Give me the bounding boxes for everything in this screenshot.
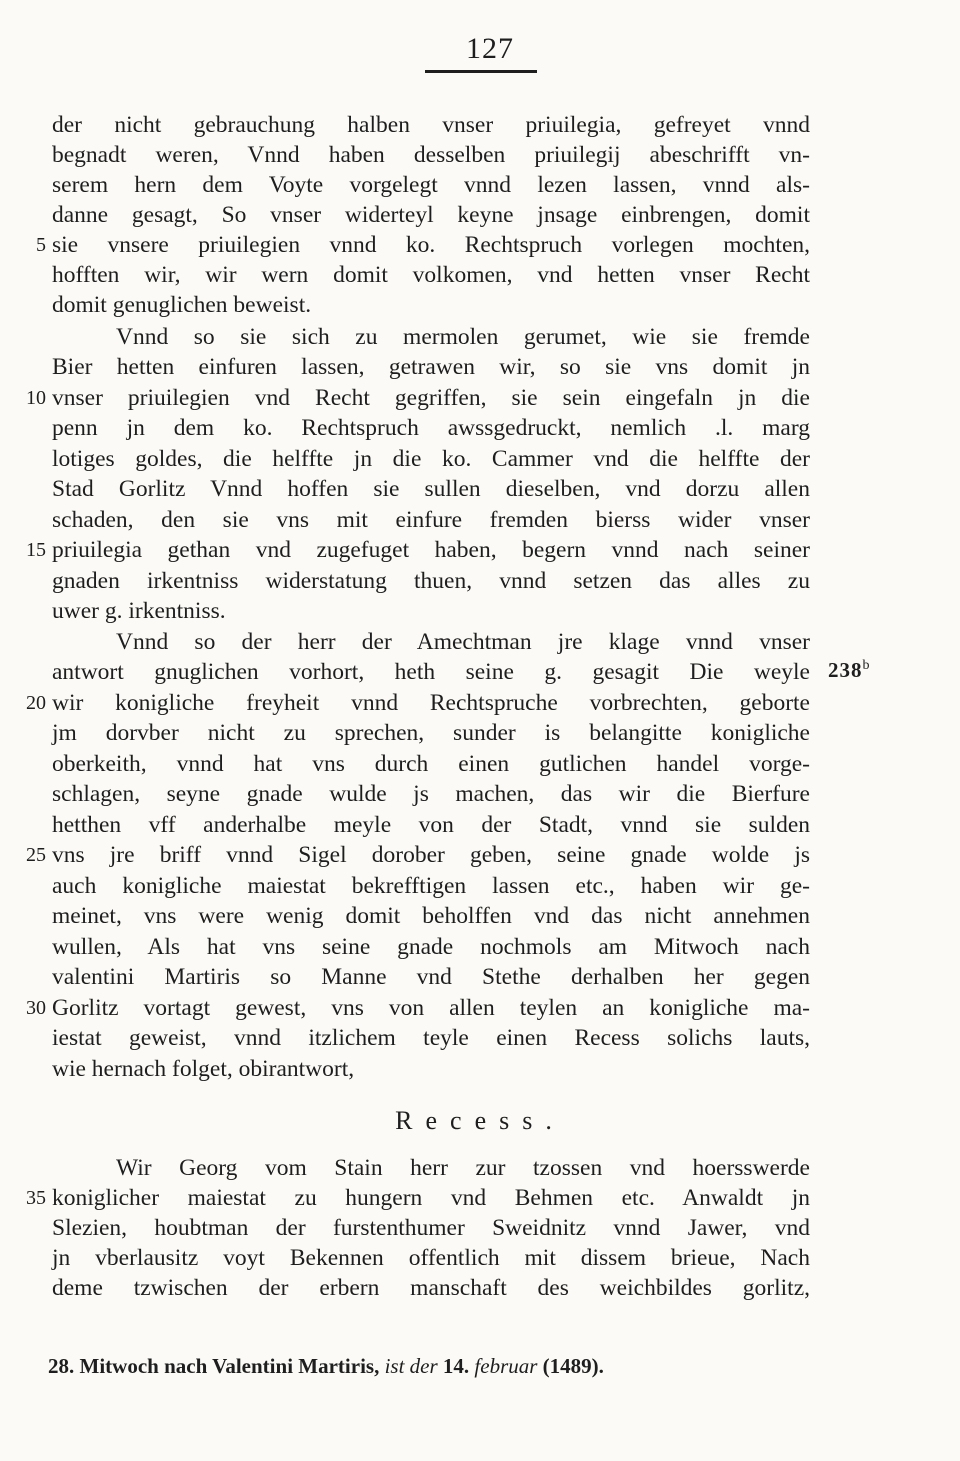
text-line: penn jn dem ko. Rechtspruch awssgedruckt, nemlich .l. marg xyxy=(52,415,810,441)
footnote-year: (1489). xyxy=(542,1354,604,1378)
text-line: auch konigliche maiestat bekrefftigen lassen etc., haben wir ge- xyxy=(52,873,810,899)
margin-note-suffix: b xyxy=(862,658,871,673)
footnote-day: 14. xyxy=(442,1354,470,1378)
text-line: der nicht gebrauchung halben vnser priuilegia, gefreyet vnnd xyxy=(52,112,810,138)
line-number: 35 xyxy=(26,1187,46,1209)
footnote-italic-2: februar xyxy=(474,1354,538,1378)
text-line: vns jre briff vnnd Sigel dorober geben, seine gnade wolde js xyxy=(52,842,810,868)
text-line: wir konigliche freyheit vnnd Rechtspruche vorbrechten, geborte xyxy=(52,690,810,716)
line-number: 30 xyxy=(26,997,46,1019)
text-line: Stad Gorlitz Vnnd hoffen sie sullen dieselben, vnd dorzu allen xyxy=(52,476,810,502)
text-line: meinet, vns were wenig domit beholffen vnd das nicht annehmen xyxy=(52,903,810,929)
text-line: sie vnsere priuilegien vnnd ko. Rechtspruch vorlegen mochten, xyxy=(52,232,810,258)
text-line: serem hern dem Voyte vorgelegt vnnd lezen lassen, vnnd als- xyxy=(52,172,810,198)
text-line: Bier hetten einfuren lassen, getrawen wir, so sie vns domit jn xyxy=(52,354,810,380)
text-line: schlagen, seyne gnade wulde js machen, das wir die Bierfure xyxy=(52,781,810,807)
recess-line: deme tzwischen der erbern manschaft des weichbildes gorlitz, xyxy=(52,1275,810,1301)
recess-line: jn vberlausitz voyt Bekennen offentlich mit dissem brieue, Nach xyxy=(52,1245,810,1271)
text-line: hetthen vff anderhalbe meyle von der Stadt, vnnd sie sulden xyxy=(52,812,810,838)
text-line: Vnnd so sie sich zu mermolen gerumet, wie sie fremde xyxy=(116,324,810,350)
recess-line: koniglicher maiestat zu hungern vnd Behmen etc. Anwaldt jn xyxy=(52,1185,810,1211)
line-number: 25 xyxy=(26,844,46,866)
text-line: jm dorvber nicht zu sprechen, sunder is belangitte konigliche xyxy=(52,720,810,746)
footnote-italic-1: ist der xyxy=(384,1354,438,1378)
line-number: 15 xyxy=(26,539,46,561)
text-line: valentini Martiris so Manne vnd Stethe derhalben her gegen xyxy=(52,964,810,990)
text-line: wie hernach folget, obirantwort, xyxy=(52,1056,355,1082)
text-line: antwort gnuglichen vorhort, heth seine g. gesagit Die weyle xyxy=(52,659,810,685)
text-line: begnadt weren, Vnnd haben desselben priuilegij abeschrifft vn- xyxy=(52,142,810,168)
footnote-text: Mitwoch nach Valentini Martiris, xyxy=(79,1354,380,1378)
text-line: schaden, den sie vns mit einfure fremden bierss wider vnser xyxy=(52,507,810,533)
margin-note-number: 238 xyxy=(828,658,863,682)
line-number: 5 xyxy=(36,234,46,256)
text-line: danne gesagt, So vnser widerteyl keyne jnsage einbrengen, domit xyxy=(52,202,810,228)
recess-line: Wir Georg vom Stain herr zur tzossen vnd hoersswerde xyxy=(116,1155,810,1181)
text-line: iestat geweist, vnnd itzlichem teyle einen Recess solichs lauts, xyxy=(52,1025,810,1051)
text-line: oberkeith, vnnd hat vns durch einen gutlichen handel vorge- xyxy=(52,751,810,777)
text-line: hofften wir, wir wern domit volkomen, vnd hetten vnser Recht xyxy=(52,262,810,288)
footnote xyxy=(48,1354,808,1379)
recess-line: Slezien, houbtman der furstenthumer Sweidnitz vnnd Jawer, vnd xyxy=(52,1215,810,1241)
text-line: Vnnd so der herr der Amechtman jre klage vnnd vnser xyxy=(116,629,810,655)
margin-note xyxy=(828,658,871,683)
text-line: vnser priuilegien vnd Recht gegriffen, sie sein eingefaln jn die xyxy=(52,385,810,411)
line-number: 10 xyxy=(26,387,46,409)
text-line: domit genuglichen beweist. xyxy=(52,292,312,318)
text-line: uwer g. irkentniss. xyxy=(52,598,226,624)
footnote-number: 28. xyxy=(48,1354,75,1378)
text-line: priuilegia gethan vnd zugefuget haben, begern vnnd nach seiner xyxy=(52,537,810,563)
page-number-rule xyxy=(425,70,537,73)
text-line: Gorlitz vortagt gewest, vns von allen teylen an konigliche ma- xyxy=(52,995,810,1021)
text-line: gnaden irkentniss widerstatung thuen, vnnd setzen das alles zu xyxy=(52,568,810,594)
line-number: 20 xyxy=(26,692,46,714)
section-heading: Recess. xyxy=(395,1106,565,1135)
text-line: wullen, Als hat vns seine gnade nochmols am Mitwoch nach xyxy=(52,934,810,960)
page-number: 127 xyxy=(466,32,514,65)
text-line: lotiges goldes, die helffte jn die ko. Cammer vnd die helffte der xyxy=(52,446,810,472)
